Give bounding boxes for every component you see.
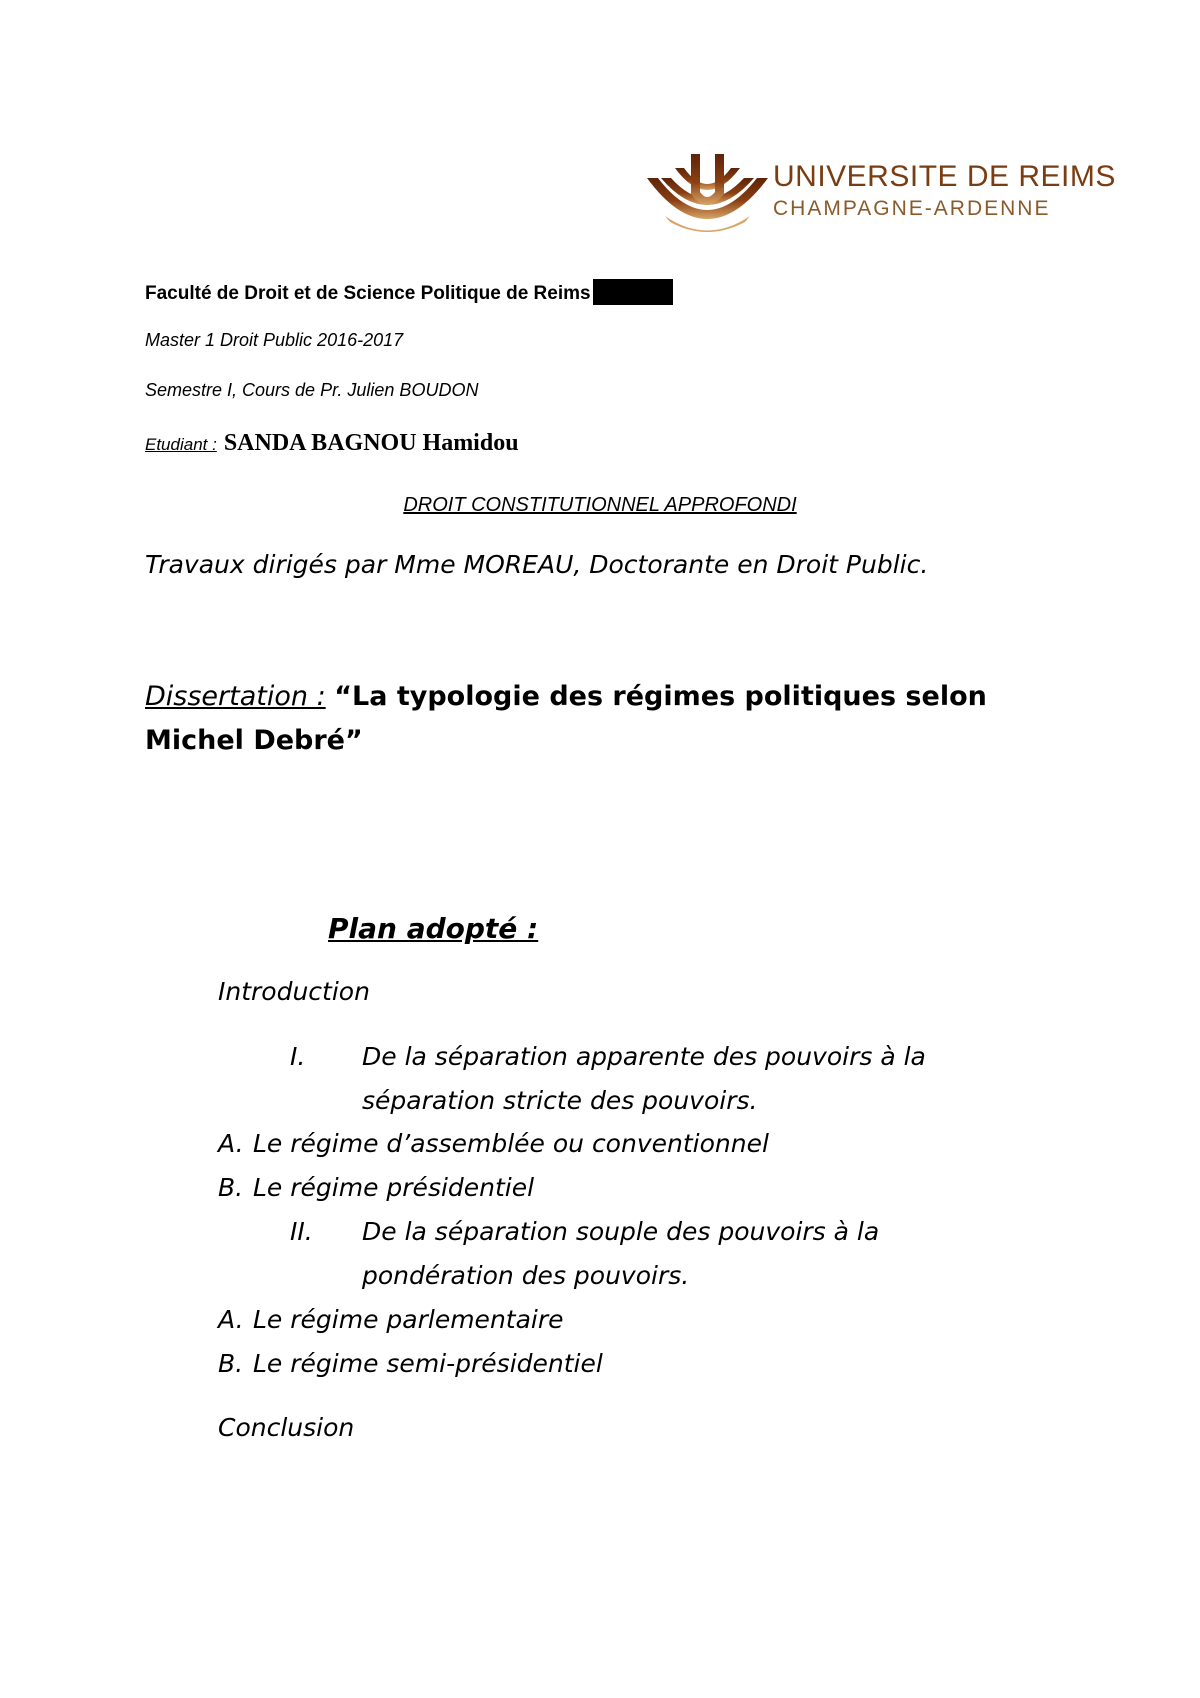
part1-title-line1: De la séparation apparente des pouvoirs à la xyxy=(362,1042,926,1071)
part1-a-text: Le régime d’assemblée ou conventionnel xyxy=(253,1129,769,1158)
part1-b-letter: B. xyxy=(218,1173,244,1202)
part2-title-line1: De la séparation souple des pouvoirs à la xyxy=(362,1217,880,1246)
faculty-name xyxy=(145,279,673,305)
part1-numeral: I. xyxy=(290,1042,306,1071)
dissertation-title: “La typologie des régimes politiques selon Michel Debré” xyxy=(145,681,987,756)
plan-title: Plan adopté : xyxy=(328,912,539,945)
dissertation-heading xyxy=(145,675,1045,763)
master-line: Master 1 Droit Public 2016-2017 xyxy=(145,330,404,350)
dissertation-label: Dissertation : xyxy=(145,681,326,712)
redaction-box xyxy=(593,279,673,305)
plan-introduction: Introduction xyxy=(218,977,370,1006)
part2-a-text: Le régime parlementaire xyxy=(253,1305,564,1334)
logo-university-name: UNIVERSITE DE REIMS xyxy=(773,160,1116,193)
student-name: SANDA BAGNOU Hamidou xyxy=(223,430,519,456)
semester-line: Semestre I, Cours de Pr. Julien BOUDON xyxy=(145,380,479,400)
part1-title-line2: séparation stricte des pouvoirs. xyxy=(362,1086,758,1115)
student-line xyxy=(145,430,519,457)
part2-b-text: Le régime semi-présidentiel xyxy=(253,1349,603,1378)
part1-b-text: Le régime présidentiel xyxy=(253,1173,535,1202)
faculty-text: Faculté de Droit et de Science Politique de Reims xyxy=(145,283,591,304)
part2-a-letter: A. xyxy=(218,1305,244,1334)
logo-region-name: CHAMPAGNE-ARDENNE xyxy=(773,197,1051,220)
part1-a-letter: A. xyxy=(218,1129,244,1158)
part2-title-line2: pondération des pouvoirs. xyxy=(362,1261,690,1290)
supervisor-line: Travaux dirigés par Mme MOREAU, Doctorante en Droit Public. xyxy=(145,550,929,579)
part2-numeral: II. xyxy=(290,1217,313,1246)
university-logo xyxy=(645,150,1116,235)
part2-b-letter: B. xyxy=(218,1349,244,1378)
plan-conclusion: Conclusion xyxy=(218,1413,355,1442)
student-label: Etudiant : xyxy=(145,435,217,454)
course-title: DROIT CONSTITUTIONNEL APPROFONDI xyxy=(403,494,797,516)
university-emblem-icon xyxy=(645,150,770,235)
